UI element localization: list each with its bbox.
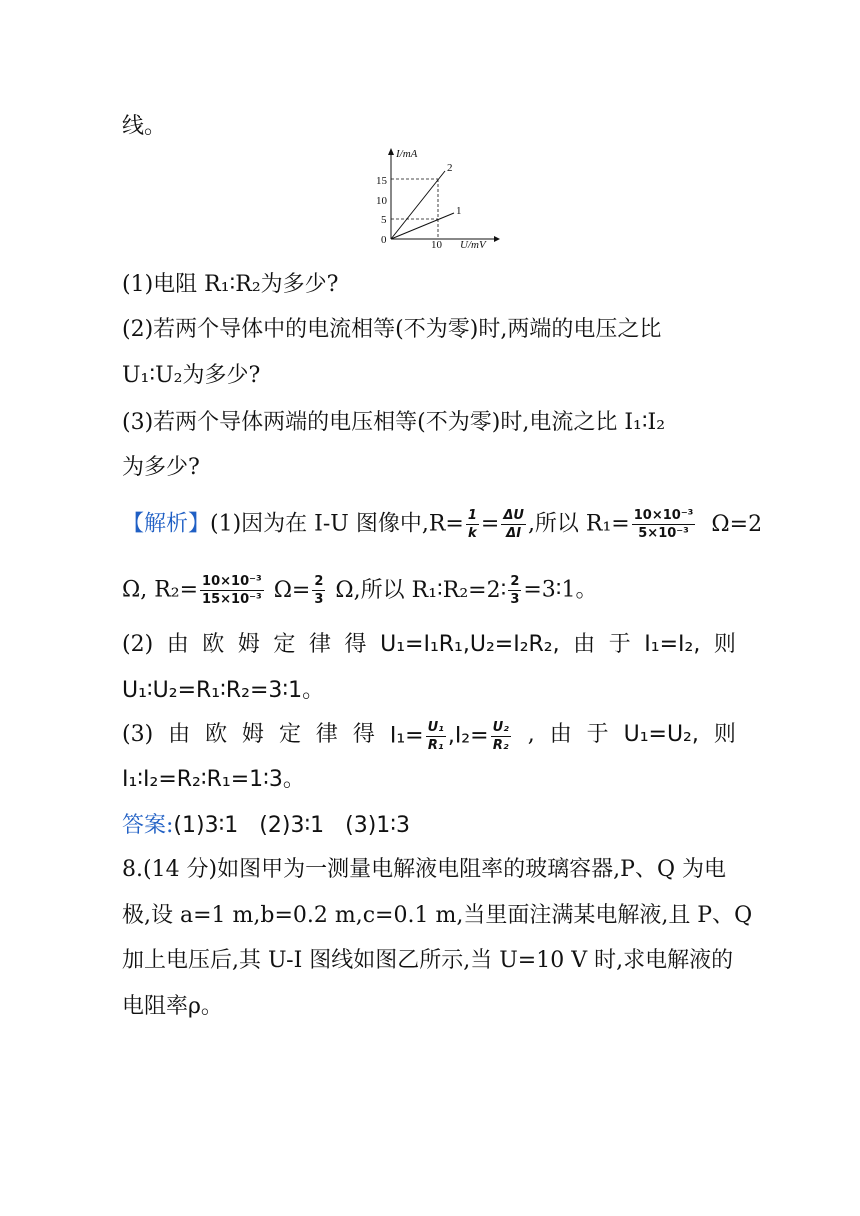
iu-graph-figure (352, 146, 502, 256)
question-2-line-a: (2)若两个导体中的电流相等(不为零)时,两端的电压之比 (122, 317, 662, 342)
question-1: (1)电阻 R₁∶R₂为多少? (122, 272, 339, 297)
question-3-line-a: (3)若两个导体两端的电压相等(不为零)时,电流之比 I₁∶I₂ (122, 410, 666, 435)
y-tick-5: 5 (381, 214, 387, 226)
solution-line-6: I₁∶I₂=R₂∶R₁=1∶3。 (122, 767, 305, 792)
answer-line (122, 811, 410, 841)
line-1-label: 1 (456, 205, 462, 217)
y-axis-label: I/mA (396, 148, 418, 160)
x-axis-label: U/mV (460, 239, 486, 251)
solution-tag: 【解析】 (122, 511, 211, 537)
solution-line-4: U₁∶U₂=R₁∶R₂=3∶1。 (122, 678, 325, 703)
y-tick-15: 15 (376, 175, 387, 187)
solution-line-2: Ω, R₂= $\frac{\text{10×10⁻³}}{\text{15×10⁻³}}$ Ω= $\frac{2}{3}$ Ω,所以 R₁∶R₂=2∶ $\frac{2}{3}$ =3∶1。 (122, 574, 598, 607)
line-2 (391, 171, 445, 239)
fraction-1-over-k: $\frac{1}{k}$ (467, 508, 477, 541)
line-2-label: 2 (447, 162, 453, 174)
x-tick-10: 10 (431, 239, 442, 251)
y-axis-arrow-icon (388, 148, 394, 155)
problem-8-line-4: 电阻率ρ。 (122, 994, 223, 1019)
fraction-r2-value: $\frac{\text{10×10⁻³}}{\text{15×10⁻³}}$ (202, 574, 262, 607)
fraction-du-over-di: $\frac{\Delta U}{\Delta I}$ (503, 508, 524, 541)
y-tick-0: 0 (381, 234, 387, 246)
intro-tail: 线。 (122, 114, 167, 139)
line-1 (391, 213, 454, 239)
fraction-u1-over-r1: $\frac{\text{U₁}}{\text{R₁}}$ (427, 720, 444, 753)
y-tick-10: 10 (376, 195, 387, 207)
x-axis-arrow-icon (494, 236, 500, 242)
question-2-line-b: U₁∶U₂为多少? (122, 363, 261, 388)
solution-line-3: (2) 由 欧 姆 定 律 得 U₁=I₁R₁,U₂=I₂R₂, 由 于 I₁=I₂, 则 (122, 632, 736, 657)
fraction-two-thirds-b: $\frac{2}{3}$ (510, 574, 520, 607)
solution-line-5: (3) 由 欧 姆 定 律 得 I₁= $\frac{\text{U₁}}{\text{R₁}}$ ,I₂= $\frac{\text{U₂}}{\text{R₂}}$ , 由 于 U₁=U₂, 则 (122, 720, 736, 753)
solution-line-1: 【解析】(1)因为在 I-U 图像中,R= $\frac{1}{k}$ = $\frac{\Delta U}{\Delta I}$ ,所以 R₁= $\frac{\text{10×10⁻³}}{\text{5×10⁻³}}$ Ω=2 (122, 508, 763, 541)
fraction-u2-over-r2: $\frac{\text{U₂}}{\text{R₂}}$ (492, 720, 509, 753)
problem-8-line-3: 加上电压后,其 U-I 图线如图乙所示,当 U=10 V 时,求电解液的 (122, 948, 734, 973)
problem-8-line-1: 8.(14 分)如图甲为一测量电解液电阻率的玻璃容器,P、Q 为电 (122, 857, 726, 882)
fraction-two-thirds: $\frac{2}{3}$ (314, 574, 324, 607)
problem-8-line-2: 极,设 a=1 m,b=0.2 m,c=0.1 m,当里面注满某电解液,且 P、Q (122, 903, 753, 928)
answer-text: (1)3∶1 (2)3∶1 (3)1∶3 (173, 813, 411, 838)
question-3-line-b: 为多少? (122, 455, 200, 480)
answer-label: 答案: (122, 813, 174, 838)
fraction-r1-value: $\frac{\text{10×10⁻³}}{\text{5×10⁻³}}$ (633, 508, 694, 541)
